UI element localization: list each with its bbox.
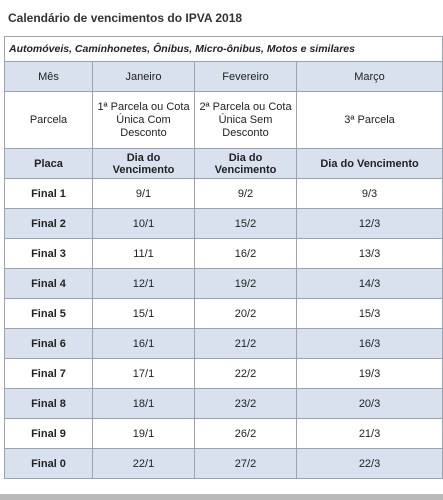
table-row bbox=[5, 419, 443, 449]
installment-row bbox=[5, 92, 443, 149]
due-date-cell: 21/2 bbox=[195, 329, 297, 359]
table-row bbox=[5, 449, 443, 479]
due-date-cell: 20/3 bbox=[297, 389, 443, 419]
plate-label: Placa bbox=[5, 149, 93, 179]
plate-final-cell: Final 5 bbox=[5, 299, 93, 329]
due-day-header: Dia do Vencimento bbox=[93, 149, 195, 179]
due-date-cell: 21/3 bbox=[297, 419, 443, 449]
due-date-cell: 14/3 bbox=[297, 269, 443, 299]
due-day-header: Dia do Vencimento bbox=[297, 149, 443, 179]
due-date-cell: 16/3 bbox=[297, 329, 443, 359]
plate-final-cell: Final 8 bbox=[5, 389, 93, 419]
due-date-cell: 22/3 bbox=[297, 449, 443, 479]
due-date-cell: 16/1 bbox=[93, 329, 195, 359]
plate-final-cell: Final 0 bbox=[5, 449, 93, 479]
ipva-calendar-table bbox=[4, 36, 443, 479]
due-day-header: Dia do Vencimento bbox=[195, 149, 297, 179]
table-row bbox=[5, 269, 443, 299]
plate-final-cell: Final 6 bbox=[5, 329, 93, 359]
due-date-cell: 22/1 bbox=[93, 449, 195, 479]
page-title: Calendário de vencimentos do IPVA 2018 bbox=[8, 11, 243, 25]
due-date-cell: 9/1 bbox=[93, 179, 195, 209]
vehicle-category: Automóveis, Caminhonetes, Ônibus, Micro-ônibus, Motos e similares bbox=[5, 37, 443, 62]
due-date-cell: 19/2 bbox=[195, 269, 297, 299]
month-header: Março bbox=[297, 62, 443, 92]
installment-label: Parcela bbox=[5, 92, 93, 149]
installment-cell: 1ª Parcela ou Cota Única Com Desconto bbox=[93, 92, 195, 149]
due-date-cell: 27/2 bbox=[195, 449, 297, 479]
plate-final-cell: Final 7 bbox=[5, 359, 93, 389]
table-row bbox=[5, 239, 443, 269]
due-date-cell: 16/2 bbox=[195, 239, 297, 269]
due-date-cell: 12/3 bbox=[297, 209, 443, 239]
due-date-cell: 20/2 bbox=[195, 299, 297, 329]
table-row bbox=[5, 359, 443, 389]
due-date-cell: 19/1 bbox=[93, 419, 195, 449]
plate-final-cell: Final 2 bbox=[5, 209, 93, 239]
month-label: Mês bbox=[5, 62, 93, 92]
due-date-cell: 22/2 bbox=[195, 359, 297, 389]
plate-final-cell: Final 9 bbox=[5, 419, 93, 449]
plate-final-cell: Final 3 bbox=[5, 239, 93, 269]
window-bottom-edge bbox=[0, 494, 443, 500]
table-row bbox=[5, 179, 443, 209]
due-date-cell: 19/3 bbox=[297, 359, 443, 389]
table-row bbox=[5, 389, 443, 419]
due-date-cell: 11/1 bbox=[93, 239, 195, 269]
due-date-cell: 10/1 bbox=[93, 209, 195, 239]
plate-header-row bbox=[5, 149, 443, 179]
due-date-cell: 9/2 bbox=[195, 179, 297, 209]
due-date-cell: 15/1 bbox=[93, 299, 195, 329]
vehicle-category-row bbox=[5, 37, 443, 62]
due-date-cell: 13/3 bbox=[297, 239, 443, 269]
due-date-cell: 18/1 bbox=[93, 389, 195, 419]
plate-final-cell: Final 1 bbox=[5, 179, 93, 209]
table-row bbox=[5, 299, 443, 329]
installment-cell: 2ª Parcela ou Cota Única Sem Desconto bbox=[195, 92, 297, 149]
plate-final-cell: Final 4 bbox=[5, 269, 93, 299]
due-date-cell: 23/2 bbox=[195, 389, 297, 419]
table-row bbox=[5, 329, 443, 359]
month-header: Fevereiro bbox=[195, 62, 297, 92]
due-date-cell: 17/1 bbox=[93, 359, 195, 389]
table-row bbox=[5, 209, 443, 239]
month-header-row bbox=[5, 62, 443, 92]
month-header: Janeiro bbox=[93, 62, 195, 92]
due-date-cell: 12/1 bbox=[93, 269, 195, 299]
due-date-cell: 15/2 bbox=[195, 209, 297, 239]
installment-cell: 3ª Parcela bbox=[297, 92, 443, 149]
due-date-cell: 26/2 bbox=[195, 419, 297, 449]
due-date-cell: 15/3 bbox=[297, 299, 443, 329]
due-date-cell: 9/3 bbox=[297, 179, 443, 209]
